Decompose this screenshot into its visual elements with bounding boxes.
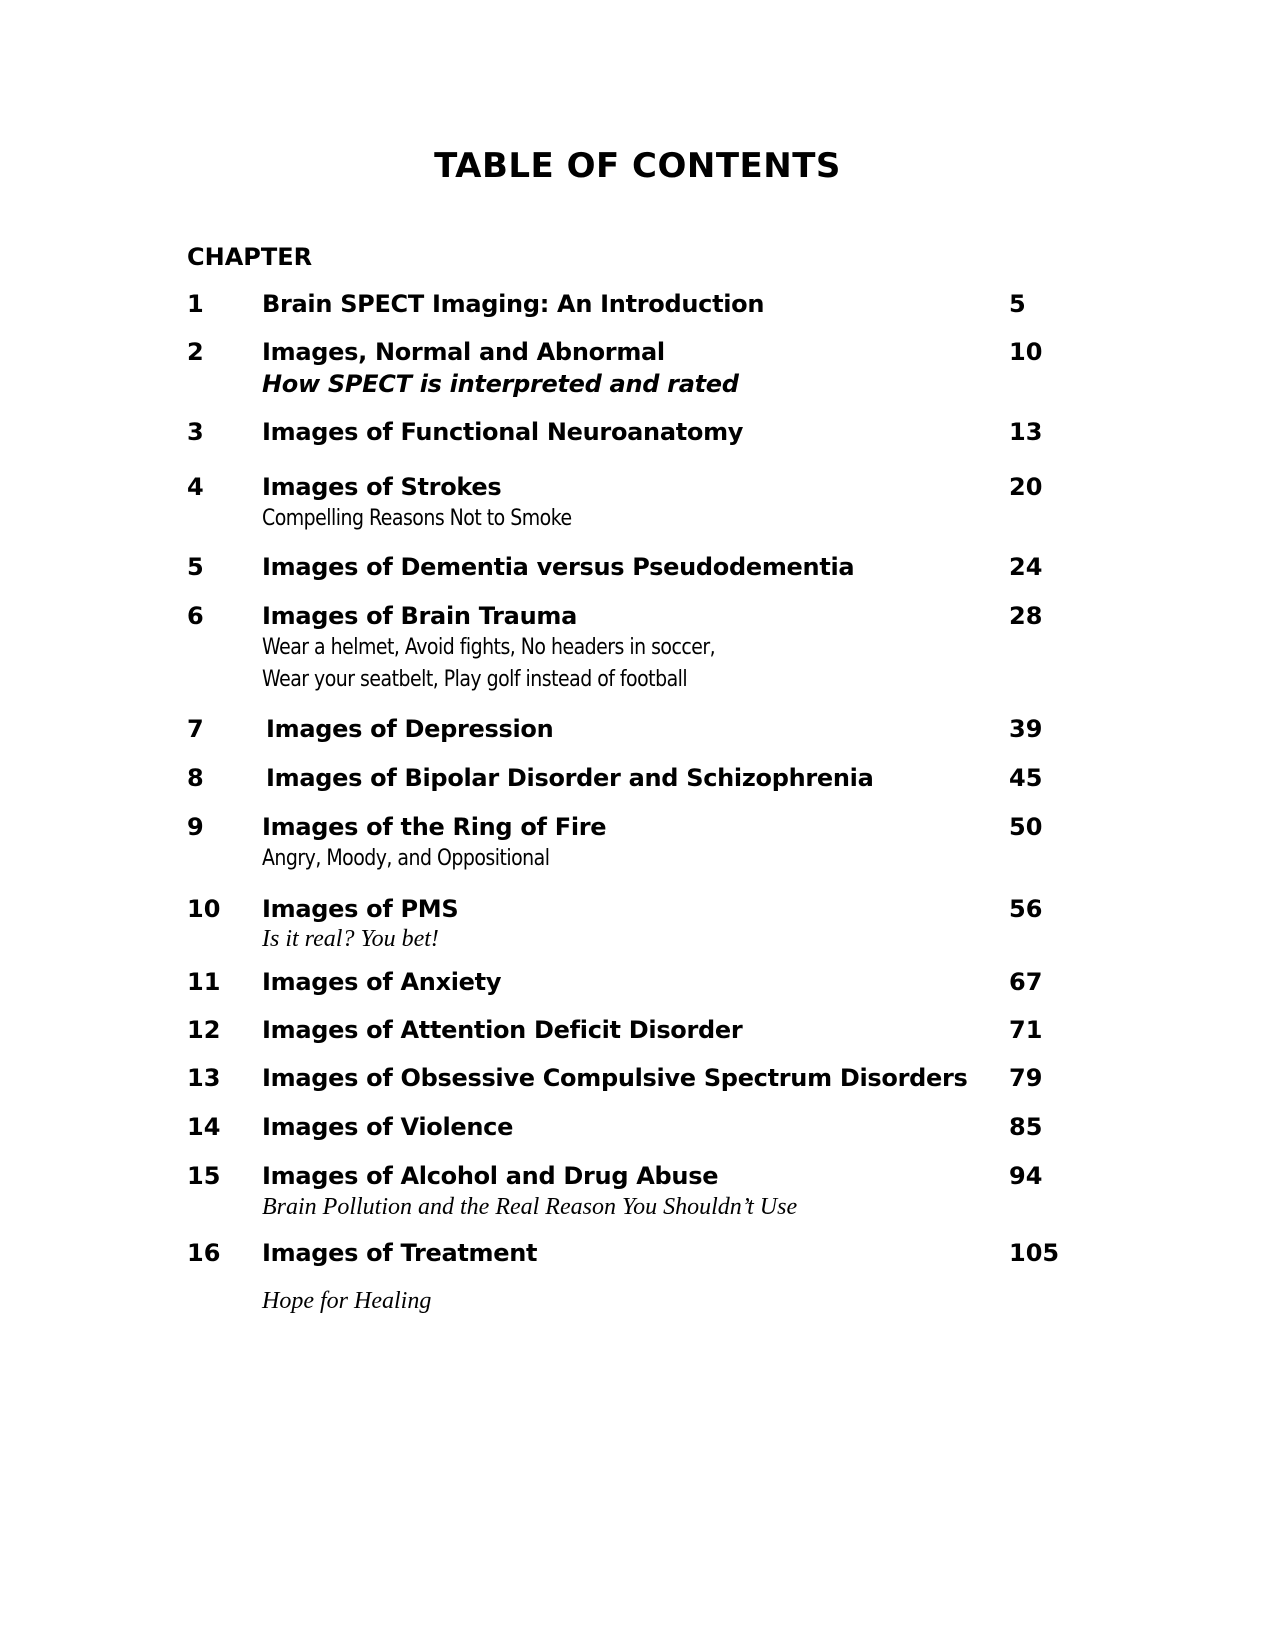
chapter-number: 15 bbox=[187, 1162, 221, 1190]
chapter-title: Images of Dementia versus Pseudodementia bbox=[262, 553, 855, 581]
page-number: 71 bbox=[1009, 1016, 1043, 1044]
page-number: 79 bbox=[1009, 1064, 1043, 1092]
page-number: 13 bbox=[1009, 418, 1043, 446]
page-number: 45 bbox=[1009, 764, 1043, 792]
chapter-number: 1 bbox=[187, 290, 204, 318]
chapter-subtitle-line-2: Wear your seatbelt, Play golf instead of football bbox=[262, 667, 688, 692]
chapter-subtitle: Angry, Moody, and Oppositional bbox=[262, 846, 550, 871]
chapter-title: Images of Bipolar Disorder and Schizophrenia bbox=[266, 764, 874, 792]
chapter-title: Images of the Ring of Fire bbox=[262, 813, 607, 841]
chapter-number: 8 bbox=[187, 764, 204, 792]
chapter-title: Images of Attention Deficit Disorder bbox=[262, 1016, 743, 1044]
chapter-number: 2 bbox=[187, 338, 204, 366]
chapter-number: 4 bbox=[187, 473, 204, 501]
chapter-subtitle: Wear a helmet, Avoid fights, No headers in soccer, bbox=[262, 635, 716, 660]
chapter-number: 10 bbox=[187, 895, 221, 923]
chapter-number: 7 bbox=[187, 715, 204, 743]
chapter-title: Images of Depression bbox=[266, 715, 554, 743]
chapter-number: 11 bbox=[187, 968, 221, 996]
page-number: 28 bbox=[1009, 602, 1043, 630]
page-number: 24 bbox=[1009, 553, 1043, 581]
chapter-title: Images of Functional Neuroanatomy bbox=[262, 418, 744, 446]
chapter-number: 5 bbox=[187, 553, 204, 581]
chapter-subtitle: Compelling Reasons Not to Smoke bbox=[262, 506, 572, 531]
chapter-title: Images of Strokes bbox=[262, 473, 502, 501]
chapter-subtitle: Hope for Healing bbox=[262, 1288, 432, 1314]
chapter-number: 16 bbox=[187, 1239, 221, 1267]
page-number: 10 bbox=[1009, 338, 1043, 366]
chapter-number: 6 bbox=[187, 602, 204, 630]
chapter-number: 9 bbox=[187, 813, 204, 841]
page-number: 50 bbox=[1009, 813, 1043, 841]
chapter-number: 14 bbox=[187, 1113, 221, 1141]
chapter-title: Brain SPECT Imaging: An Introduction bbox=[262, 290, 765, 318]
chapter-title: Images of Violence bbox=[262, 1113, 514, 1141]
chapter-number: 13 bbox=[187, 1064, 221, 1092]
chapter-subtitle: Is it real? You bet! bbox=[262, 926, 439, 952]
page-number: 85 bbox=[1009, 1113, 1043, 1141]
chapter-title: Images of Obsessive Compulsive Spectrum Disorders bbox=[262, 1064, 968, 1092]
page-number: 39 bbox=[1009, 715, 1043, 743]
chapter-subtitle: How SPECT is interpreted and rated bbox=[262, 370, 739, 398]
chapter-title: Images of Anxiety bbox=[262, 968, 502, 996]
chapter-title: Images of Brain Trauma bbox=[262, 602, 577, 630]
chapter-title: Images of Alcohol and Drug Abuse bbox=[262, 1162, 719, 1190]
chapter-title: Images, Normal and Abnormal bbox=[262, 338, 665, 366]
page-number: 105 bbox=[1009, 1239, 1060, 1267]
chapter-title: Images of Treatment bbox=[262, 1239, 538, 1267]
chapter-column-header: CHAPTER bbox=[187, 243, 313, 271]
chapter-number: 3 bbox=[187, 418, 204, 446]
page-number: 94 bbox=[1009, 1162, 1043, 1190]
chapter-title: Images of PMS bbox=[262, 895, 459, 923]
page-number: 56 bbox=[1009, 895, 1043, 923]
page-number: 67 bbox=[1009, 968, 1043, 996]
chapter-number: 12 bbox=[187, 1016, 221, 1044]
page-number: 20 bbox=[1009, 473, 1043, 501]
chapter-subtitle: Brain Pollution and the Real Reason You Shouldn’t Use bbox=[262, 1194, 798, 1220]
page-number: 5 bbox=[1009, 290, 1026, 318]
page-title: TABLE OF CONTENTS bbox=[434, 146, 841, 186]
